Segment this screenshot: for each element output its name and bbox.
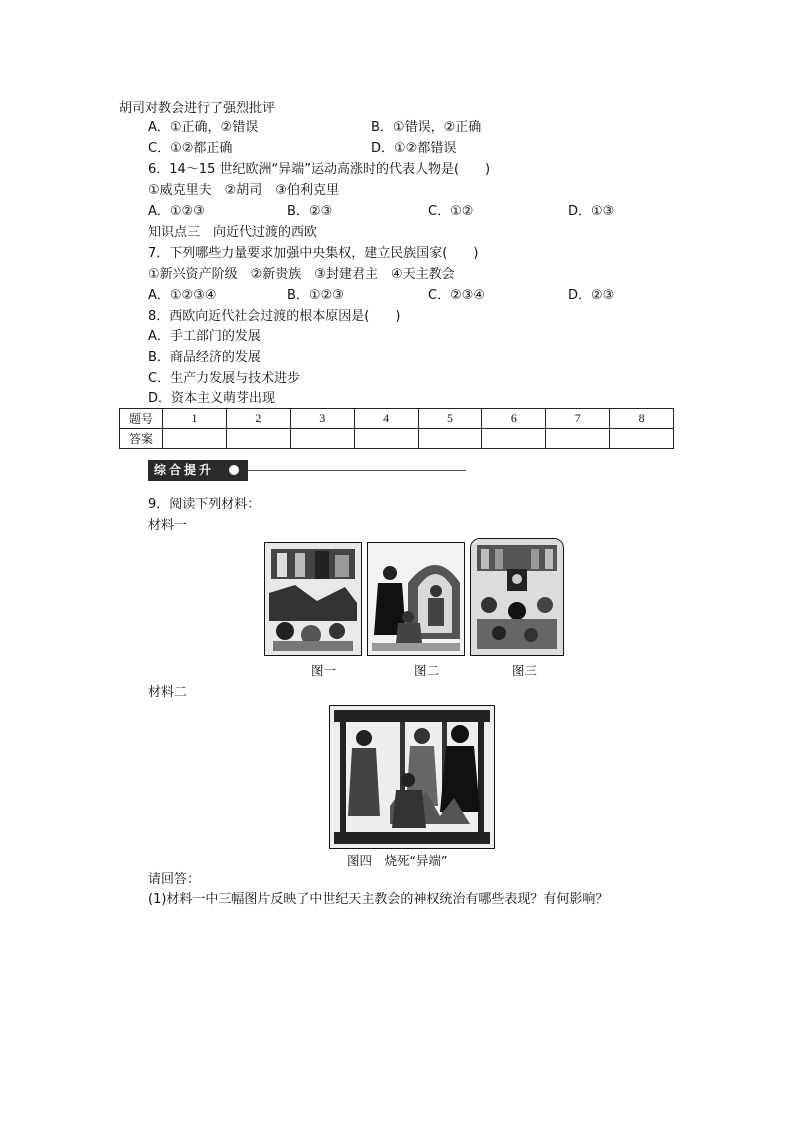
section-banner: 综合提升 bbox=[148, 460, 248, 481]
row-label-answer: 答案 bbox=[120, 429, 163, 449]
q6-option-b: B．②③ bbox=[287, 204, 333, 219]
q8-option-d: D．资本主义萌芽出现 bbox=[148, 391, 276, 406]
answer-cell-6[interactable] bbox=[482, 429, 546, 449]
question-number-2: 2 bbox=[226, 409, 290, 429]
answer-cell-7[interactable] bbox=[546, 429, 610, 449]
woodcut-image-1 bbox=[264, 542, 362, 656]
woodcut-image-2 bbox=[367, 542, 465, 656]
material2-label: 材料二 bbox=[148, 685, 188, 700]
q6-option-c: C．①② bbox=[428, 204, 474, 219]
question-number-4: 4 bbox=[354, 409, 418, 429]
q5-option-b: B．①错误，②正确 bbox=[371, 120, 482, 135]
q6-stem: 6．14～15 世纪欧洲“异端”运动高涨时的代表人物是( ) bbox=[148, 162, 491, 177]
question-number-3: 3 bbox=[290, 409, 354, 429]
q9-stem: 9．阅读下列材料： bbox=[148, 497, 261, 512]
q6-option-a: A．①②③ bbox=[148, 204, 205, 219]
q7-option-a: A．①②③④ bbox=[148, 288, 217, 303]
woodcut-image-4 bbox=[329, 705, 495, 849]
q6-items: ①威克里夫 ②胡司 ③伯利克里 bbox=[148, 183, 339, 198]
caption-figure-4: 图四 烧死“异端” bbox=[347, 853, 448, 868]
answer-cell-4[interactable] bbox=[354, 429, 418, 449]
q5-option-c: C．①②都正确 bbox=[148, 141, 233, 156]
question-number-6: 6 bbox=[482, 409, 546, 429]
q5-option-d: D．①②都错误 bbox=[371, 141, 457, 156]
q8-stem: 8．西欧向近代社会过渡的根本原因是( ) bbox=[148, 309, 401, 324]
answer-cell-5[interactable] bbox=[418, 429, 482, 449]
answer-cell-8[interactable] bbox=[610, 429, 674, 449]
answer-table-number-row bbox=[120, 409, 674, 429]
question-number-1: 1 bbox=[163, 409, 227, 429]
banner-rule bbox=[248, 470, 466, 471]
row-label-number: 题号 bbox=[120, 409, 163, 429]
question-number-5: 5 bbox=[418, 409, 482, 429]
q7-option-c: C．②③④ bbox=[428, 288, 486, 303]
caption-figure-2: 图二 bbox=[414, 663, 440, 678]
banner-dot-icon bbox=[229, 465, 239, 475]
q7-option-b: B．①②③ bbox=[287, 288, 344, 303]
q9-sub-question-1: (1)材料一中三幅图片反映了中世纪天主教会的神权统治有哪些表现？有何影响？ bbox=[148, 892, 609, 907]
q8-option-b: B．商品经济的发展 bbox=[148, 350, 261, 365]
caption-figure-3: 图三 bbox=[512, 663, 538, 678]
q8-option-a: A．手工部门的发展 bbox=[148, 329, 261, 344]
caption-figure-1: 图一 bbox=[311, 663, 337, 678]
answer-cell-2[interactable] bbox=[226, 429, 290, 449]
q7-items: ①新兴资产阶级 ②新贵族 ③封建君主 ④天主教会 bbox=[148, 267, 455, 282]
q8-option-c: C．生产力发展与技术进步 bbox=[148, 371, 301, 386]
question-number-8: 8 bbox=[610, 409, 674, 429]
q5-continuation: 胡司对教会进行了强烈批评 bbox=[119, 101, 276, 116]
answer-cell-1[interactable] bbox=[163, 429, 227, 449]
woodcut-image-3 bbox=[470, 538, 564, 656]
q6-option-d: D．①③ bbox=[568, 204, 615, 219]
material1-label: 材料一 bbox=[148, 518, 188, 533]
answer-table-answer-row bbox=[120, 429, 674, 449]
q5-option-a: A．①正确，②错误 bbox=[148, 120, 259, 135]
answer-table bbox=[119, 408, 674, 449]
q7-stem: 7．下列哪些力量要求加强中央集权，建立民族国家( ) bbox=[148, 246, 479, 261]
section3-title: 知识点三 向近代过渡的西欧 bbox=[148, 225, 318, 240]
question-number-7: 7 bbox=[546, 409, 610, 429]
answer-cell-3[interactable] bbox=[290, 429, 354, 449]
q9-prompt: 请回答： bbox=[148, 872, 201, 887]
q7-option-d: D．②③ bbox=[568, 288, 615, 303]
